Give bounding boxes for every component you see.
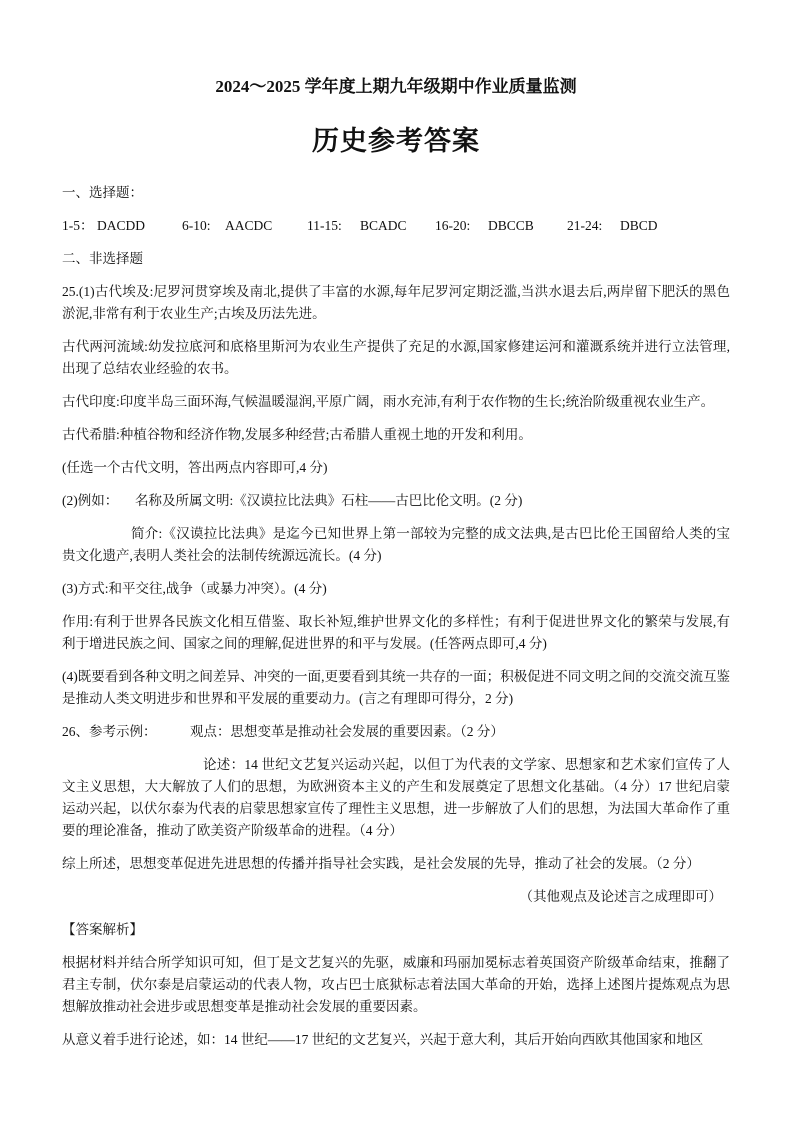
answer-range: 16-20: bbox=[435, 218, 471, 233]
answer-group-6-10 bbox=[182, 215, 272, 237]
q25-2-name bbox=[62, 490, 730, 512]
exam-title: 2024～2025 学年度上期九年级期中作业质量监测 bbox=[215, 77, 577, 96]
q26-label: 26、参考示例： bbox=[62, 724, 157, 739]
part2-heading: 二、非选择题 bbox=[62, 251, 143, 266]
q25-2-label: (2)例如： bbox=[62, 493, 119, 508]
answer-key: DBCD bbox=[620, 218, 658, 233]
answer-range: 1-5： bbox=[62, 218, 94, 233]
q25-1-note: (任选一个古代文明，答出两点内容即可,4 分) bbox=[62, 460, 328, 475]
q26-view bbox=[62, 721, 730, 743]
analysis-paragraph-2: 从意义着手进行论述，如：14 世纪——17 世纪的文艺复兴，兴起于意大利，其后开始向西欧其他国家和地区 bbox=[62, 1032, 704, 1047]
analysis-paragraph-1: 根据材料并结合所学知识可知，但丁是文艺复兴的先驱，威廉和玛丽加冕标志着英国资产阶级革命结束，推翻了君主专制，伏尔泰是启蒙运动的代表人物，攻占巴士底狱标志着法国大革命的开始，选择上述图片提炼观点为思想解放推动社会进步或思想变革是推动社会发展的重要因素。 bbox=[62, 955, 730, 1014]
q25-3-way: (3)方式:和平交往,战争（或暴力冲突）。(4 分) bbox=[62, 581, 327, 596]
answer-group-16-20 bbox=[435, 215, 534, 237]
q25-1-greece: 古代希腊:种植谷物和经济作物,发展多种经营;古希腊人重视土地的开发和利用。 bbox=[62, 427, 532, 442]
q26-view-text: 观点：思想变革是推动社会发展的重要因素。（2 分） bbox=[190, 724, 504, 739]
q25-2-intro: 简介:《汉谟拉比法典》是迄今已知世界上第一部较为完整的成文法典,是古巴比伦王国留给人类的宝贵文化遗产,表明人类社会的法制传统源远流长。(4 分) bbox=[62, 526, 730, 563]
analysis-heading: 【答案解析】 bbox=[62, 922, 143, 937]
answer-group-11-15 bbox=[307, 215, 407, 237]
answer-key: DBCCB bbox=[488, 218, 534, 233]
answer-group-1-5 bbox=[62, 215, 145, 237]
part1-heading: 一、选择题： bbox=[62, 185, 143, 200]
q25-1-egypt: 25.(1)古代埃及:尼罗河贯穿埃及南北,提供了丰富的水源,每年尼罗河定期泛滥,当洪水退去后,两岸留下肥沃的黑色淤泥,非常有利于农业生产;古埃及历法先进。 bbox=[62, 284, 730, 321]
answer-group-21-24 bbox=[567, 215, 658, 237]
q25-1-mesopotamia: 古代两河流域:幼发拉底河和底格里斯河为农业生产提供了充足的水源,国家修建运河和灌溉系统并进行立法管理,出现了总结农业经验的农书。 bbox=[62, 339, 730, 376]
answer-range: 6-10: bbox=[182, 218, 211, 233]
answer-key: AACDC bbox=[225, 218, 273, 233]
q26-conclusion: 综上所述，思想变革促进先进思想的传播并指导社会实践，是社会发展的先导，推动了社会的发展。（2 分） bbox=[62, 856, 700, 871]
q25-3-effect: 作用:有利于世界各民族文化相互借鉴、取长补短,维护世界文化的多样性；有利于促进世界文化的繁荣与发展,有利于增进民族之间、国家之间的理解,促进世界的和平与发展。(任答两点即可,4 分) bbox=[62, 614, 730, 651]
document-content bbox=[62, 0, 730, 1051]
choice-answers-row bbox=[62, 215, 730, 237]
q26-note: （其他观点及论述言之成理即可） bbox=[519, 889, 722, 904]
answer-key-title: 历史参考答案 bbox=[312, 126, 480, 156]
answer-range: 11-15: bbox=[307, 218, 342, 233]
answer-key: BCADC bbox=[360, 218, 407, 233]
q26-argument: 论述：14 世纪文艺复兴运动兴起，以但丁为代表的文学家、思想家和艺术家们宣传了人文主义思想，大大解放了人们的思想，为欧洲资本主义的产生和发展奠定了思想文化基础。（4 分）17 世纪启蒙运动兴起，以伏尔泰为代表的启蒙思想家宣传了理性主义思想，进一步解放了人们的思想，为法国大革命作了重要的理论准备，推动了欧美资产阶级革命的进程。（4 分） bbox=[62, 757, 730, 838]
q25-2-name-text: 名称及所属文明:《汉谟拉比法典》石柱——古巴比伦文明。(2 分) bbox=[135, 493, 523, 508]
q25-1-india: 古代印度:印度半岛三面环海,气候温暖湿润,平原广阔，雨水充沛,有利于农作物的生长;统治阶级重视农业生产。 bbox=[62, 394, 715, 409]
answer-range: 21-24: bbox=[567, 218, 603, 233]
q25-4: (4)既要看到各种文明之间差异、冲突的一面,更要看到其统一共存的一面；积极促进不同文明之间的交流交流互鉴是推动人类文明进步和世界和平发展的重要动力。(言之有理即可得分，2 分) bbox=[62, 669, 730, 706]
answer-key: DACDD bbox=[97, 218, 146, 233]
